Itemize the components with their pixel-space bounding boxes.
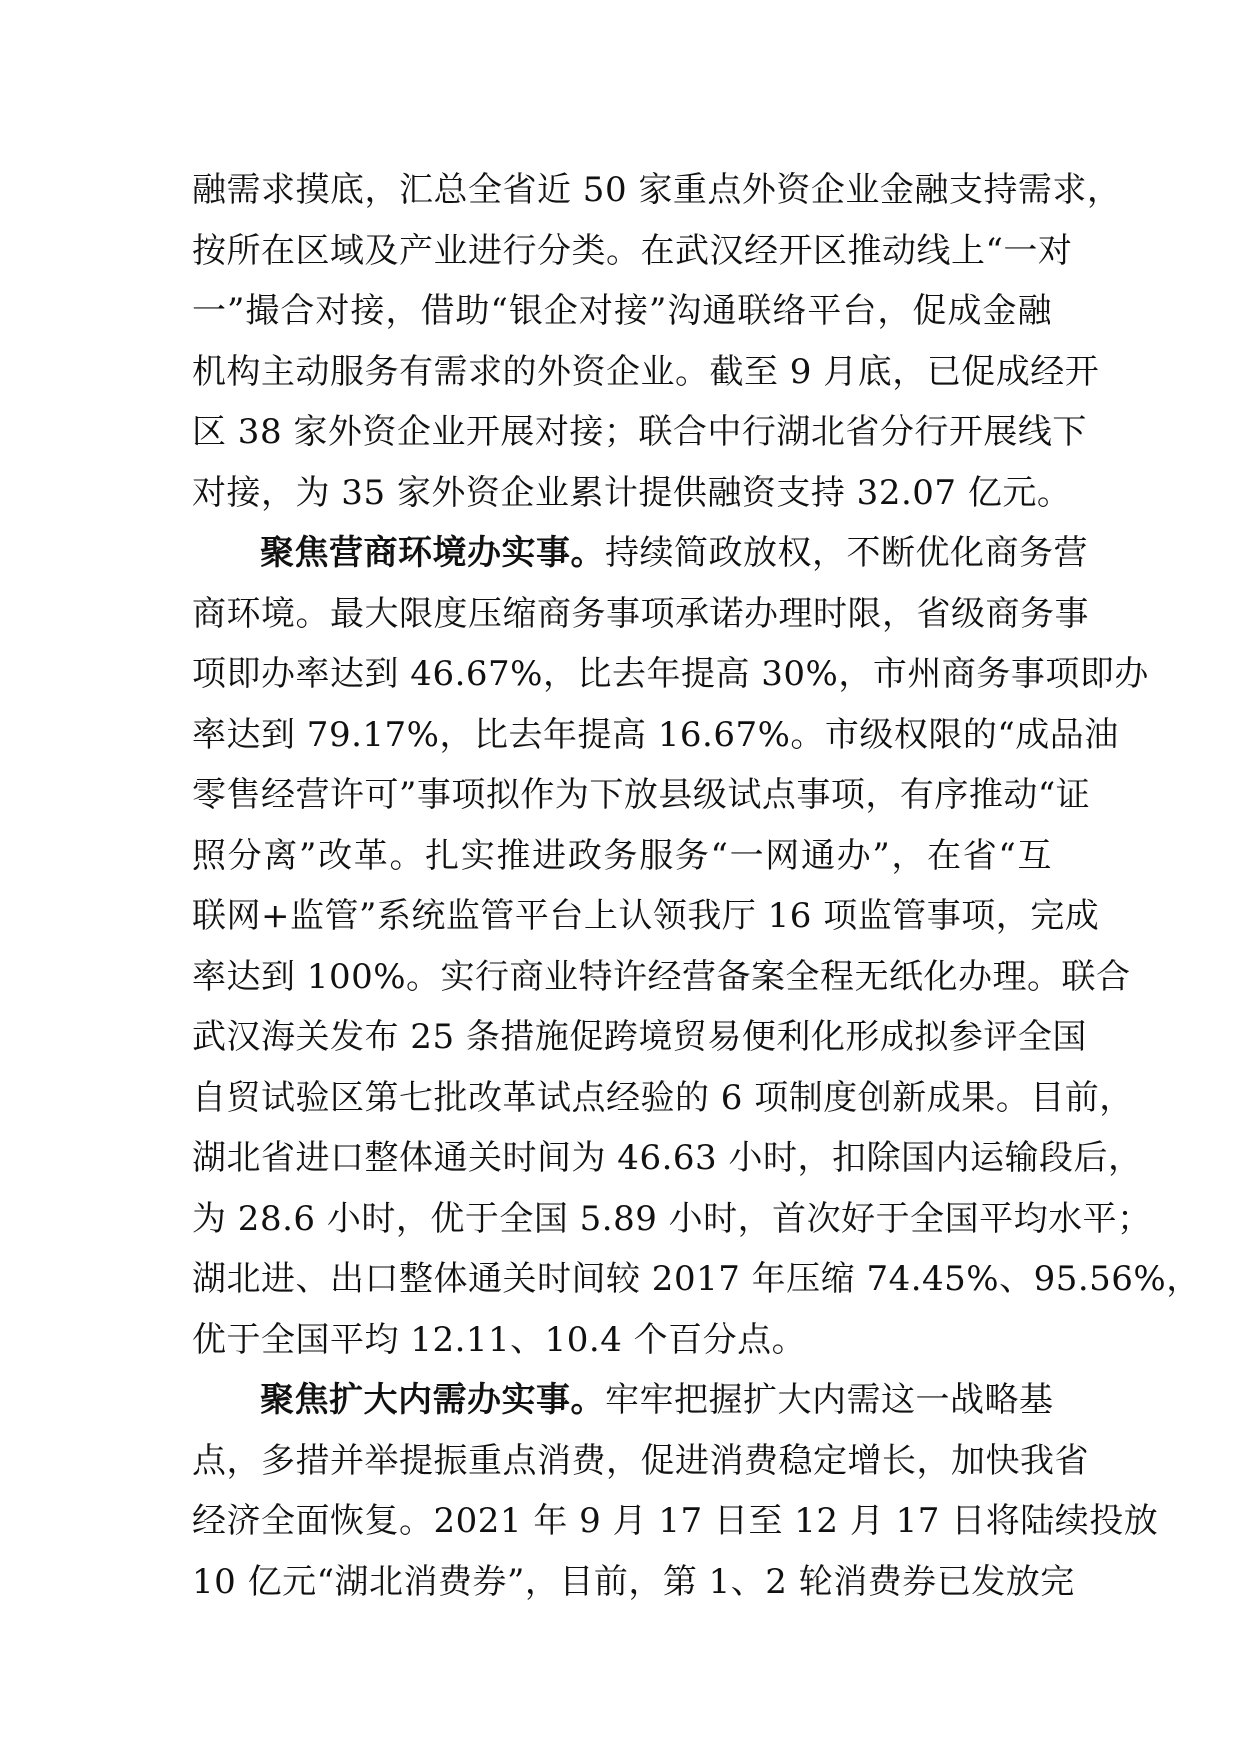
text-line: 按所在区域及产业进行分类。在武汉经开区推动线上“一对 (192, 230, 1073, 271)
paragraph-domestic-demand (192, 1370, 1159, 1612)
text-line: 零售经营许可”事项拟作为下放县级试点事项，有序推动“证 (192, 775, 1091, 815)
text-line: 融需求摸底，汇总全省近 50 家重点外资企业金融支持需求， (192, 170, 1122, 210)
text-line: 区 38 家外资企业开展对接；联合中行湖北省分行开展线下 (192, 412, 1087, 452)
text-line-start: 持续简政放权，不断优化商务营 (605, 533, 1088, 573)
text-line: 率达到 100%。实行商业特许经营备案全程无纸化办理。联合 (192, 956, 1131, 997)
text-line: 经济全面恢复。2021 年 9 月 17 日至 12 月 17 日将陆续投放 (192, 1501, 1159, 1541)
text-line: 点，多措并举提振重点消费，促进消费稳定增长，加快我省 (192, 1440, 1089, 1481)
paragraph-business-environment (192, 523, 1201, 1370)
paragraph-heading: 聚焦营商环境办实事。 (260, 533, 605, 573)
body-text (192, 160, 1201, 1612)
text-line: 率达到 79.17%，比去年提高 16.67%。市级权限的“成品油 (192, 714, 1119, 755)
text-line: 照分离”改革。扎实推进政务服务“一网通办”，在省“互 (192, 835, 1052, 876)
text-line: 机构主动服务有需求的外资企业。截至 9 月底，已促成经开 (192, 351, 1100, 392)
text-line: 项即办率达到 46.67%，比去年提高 30%，市州商务事项即办 (192, 654, 1149, 694)
text-line: 自贸试验区第七批改革试点经验的 6 项制度创新成果。目前， (192, 1077, 1134, 1118)
text-line: 联网+监管”系统监管平台上认领我厅 16 项监管事项，完成 (192, 896, 1100, 936)
text-line: 一”撮合对接，借助“银企对接”沟通联络平台，促成金融 (192, 291, 1052, 331)
text-line: 对接，为 35 家外资企业累计提供融资支持 32.07 亿元。 (192, 472, 1072, 513)
paragraph-first-line (192, 523, 1088, 584)
text-line-start: 牢牢把握扩大内需这一战略基 (605, 1380, 1054, 1420)
text-line: 武汉海关发布 25 条措施促跨境贸易便利化形成拟参评全国 (192, 1017, 1087, 1057)
paragraph-first-line (192, 1370, 1052, 1431)
text-line: 湖北省进口整体通关时间为 46.63 小时，扣除国内运输段后， (192, 1138, 1143, 1178)
text-line: 10 亿元“湖北消费券”，目前，第 1、2 轮消费券已发放完 (192, 1561, 1075, 1602)
text-line: 优于全国平均 12.11、10.4 个百分点。 (192, 1319, 807, 1360)
text-line: 湖北进、出口整体通关时间较 2017 年压缩 74.45%、95.56%， (192, 1259, 1201, 1299)
text-line: 为 28.6 小时，优于全国 5.89 小时，首次好于全国平均水平； (192, 1198, 1152, 1239)
paragraph-heading: 聚焦扩大内需办实事。 (260, 1380, 605, 1420)
paragraph-financing (192, 160, 1122, 523)
text-line: 商环境。最大限度压缩商务事项承诺办理时限，省级商务事 (192, 593, 1089, 634)
